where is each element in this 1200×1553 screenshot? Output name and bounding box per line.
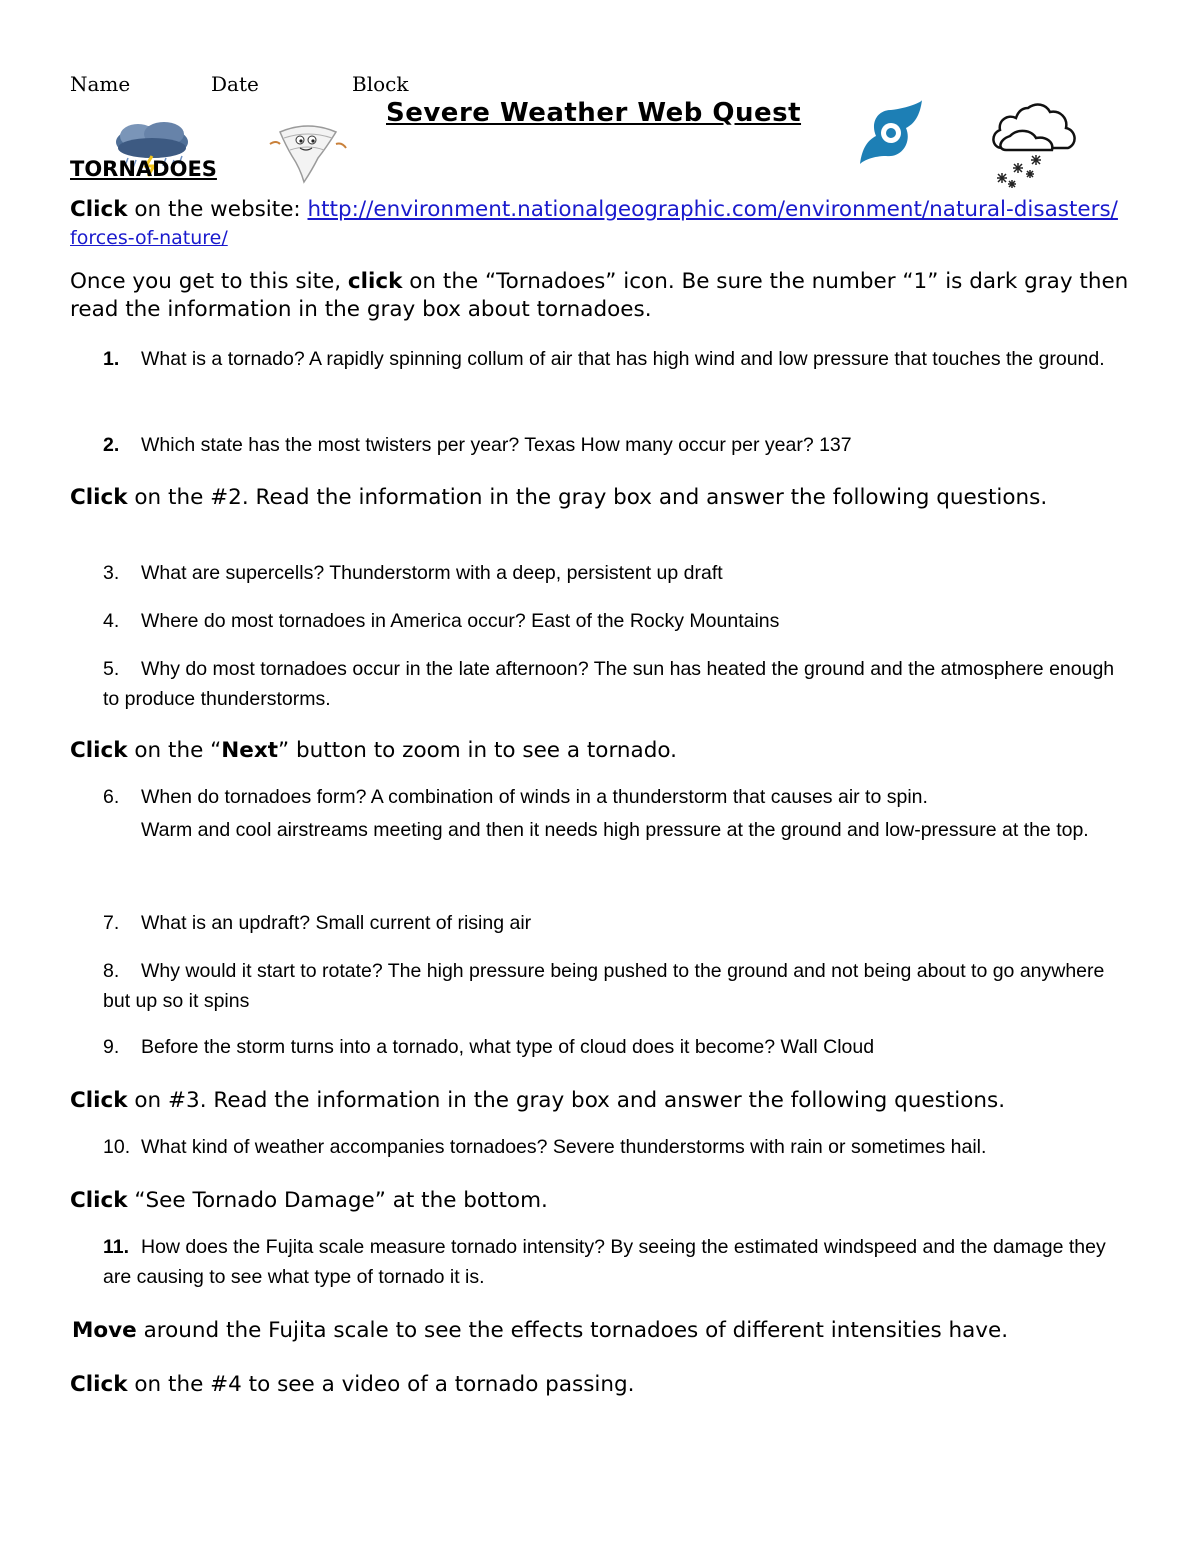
question-text: What kind of weather accompanies tornadoes? Severe thunderstorms with rain or sometimes hail.: [141, 1136, 987, 1158]
page-title: Severe Weather Web Quest: [386, 98, 802, 128]
question-text: What is a tornado? A rapidly spinning collum of air that has high wind and low pressure that touches the ground.: [141, 348, 1105, 370]
click-word: Click: [70, 197, 128, 222]
instruction-text: on the #2. Read the information in the gray box and answer the following questions.: [127, 485, 1048, 510]
instruction-fujita-scale: [72, 1317, 1142, 1345]
question-text: Where do most tornadoes in America occur? East of the Rocky Mountains: [141, 610, 780, 632]
instruction-text: on #3. Read the information in the gray box and answer the following questions.: [127, 1088, 1006, 1113]
question-4: [103, 606, 1133, 636]
question-text: Why do most tornadoes occur in the late afternoon? The sun has heated the ground and the atmosphere enough to produce thunderstorms.: [103, 658, 1115, 710]
question-text-continued: Warm and cool airstreams meeting and then it needs high pressure at the ground and low-pressure at the top.: [141, 819, 1089, 841]
question-number: 3.: [103, 562, 120, 584]
intro-paragraph: [70, 196, 1140, 252]
question-number: 4.: [103, 610, 120, 632]
date-label: Date: [211, 72, 259, 96]
hurricane-icon: [856, 98, 926, 166]
instruction-text: “See Tornado Damage” at the bottom.: [127, 1188, 548, 1213]
instruction-bold: Click: [70, 738, 128, 763]
instruction-bold: Next: [221, 738, 279, 763]
question-number: 5.: [103, 658, 120, 680]
question-number: 8.: [103, 960, 120, 982]
section-title-tornadoes: TORNADOES: [70, 157, 217, 181]
question-text: What are supercells? Thunderstorm with a deep, persistent up draft: [141, 562, 723, 584]
question-number: 6.: [103, 786, 120, 808]
question-text: What is an updraft? Small current of rising air: [141, 912, 532, 934]
question-text: Why would it start to rotate? The high pressure being pushed to the ground and not being about to go anywhere but up so it spins: [103, 960, 1105, 1012]
question-number: 9.: [103, 1036, 120, 1058]
instruction-next-button: [70, 737, 1140, 765]
instruction-text: ” button to zoom in to see a tornado.: [278, 738, 677, 763]
instruction-bold: Click: [70, 485, 128, 510]
question-text: Before the storm turns into a tornado, what type of cloud does it become? Wall Cloud: [141, 1036, 875, 1058]
instruction-bold: Click: [70, 1188, 128, 1213]
question-1: [103, 344, 1133, 374]
instruction-tornado-damage: [70, 1187, 1140, 1215]
instruction-click-3: [70, 1087, 1140, 1115]
question-text: How does the Fujita scale measure tornado intensity? By seeing the estimated windspeed and the damage they are causing to see what type of tornado it is.: [103, 1236, 1106, 1288]
question-11: [103, 1232, 1133, 1292]
question-7: [103, 908, 1133, 938]
instruction-text: around the Fujita scale to see the effects tornadoes of different intensities have.: [136, 1318, 1009, 1343]
instruction-video: [70, 1371, 1140, 1399]
instruction-bold: Click: [70, 1088, 128, 1113]
snow-cloud-icon: [988, 98, 1080, 190]
instruction-text: Once you get to this site,: [70, 269, 348, 294]
question-number: 11.: [103, 1236, 130, 1258]
block-label: Block: [352, 72, 409, 96]
website-link-continued[interactable]: forces-of-nature/: [70, 227, 228, 249]
question-10: [103, 1132, 1133, 1162]
question-number: 10.: [103, 1136, 131, 1158]
instruction-bold: click: [347, 269, 403, 294]
instruction-click-2: [70, 484, 1140, 512]
instruction-bold: Move: [72, 1318, 137, 1343]
website-link[interactable]: http://environment.nationalgeographic.com/environment/natural-disasters/: [307, 197, 1118, 222]
intro-text: on the website:: [127, 197, 308, 222]
tornado-cartoon-icon: [266, 118, 350, 188]
question-9: [103, 1032, 1133, 1062]
instruction-bold: Click: [70, 1372, 128, 1397]
question-text: When do tornadoes form? A combination of winds in a thunderstorm that causes air to spin.: [141, 786, 928, 808]
question-number: 1.: [103, 348, 120, 370]
question-3: [103, 558, 1133, 588]
question-6: [103, 782, 1133, 850]
instruction-text: on the #4 to see a video of a tornado passing.: [127, 1372, 635, 1397]
instruction-text: on the “: [127, 738, 222, 763]
question-8: [103, 956, 1133, 1016]
question-number: 7.: [103, 912, 120, 934]
question-5: [103, 654, 1133, 714]
instruction-text: on the “Tornadoes” icon. Be sure the number “1” is dark gray then read the information in the gray box about tornadoes.: [70, 269, 1129, 322]
question-number: 2.: [103, 434, 120, 456]
question-2: [103, 430, 1133, 460]
instruction-tornadoes-icon: [70, 268, 1140, 324]
question-text: Which state has the most twisters per year? Texas How many occur per year? 137: [141, 434, 852, 456]
name-label: Name: [70, 72, 131, 96]
